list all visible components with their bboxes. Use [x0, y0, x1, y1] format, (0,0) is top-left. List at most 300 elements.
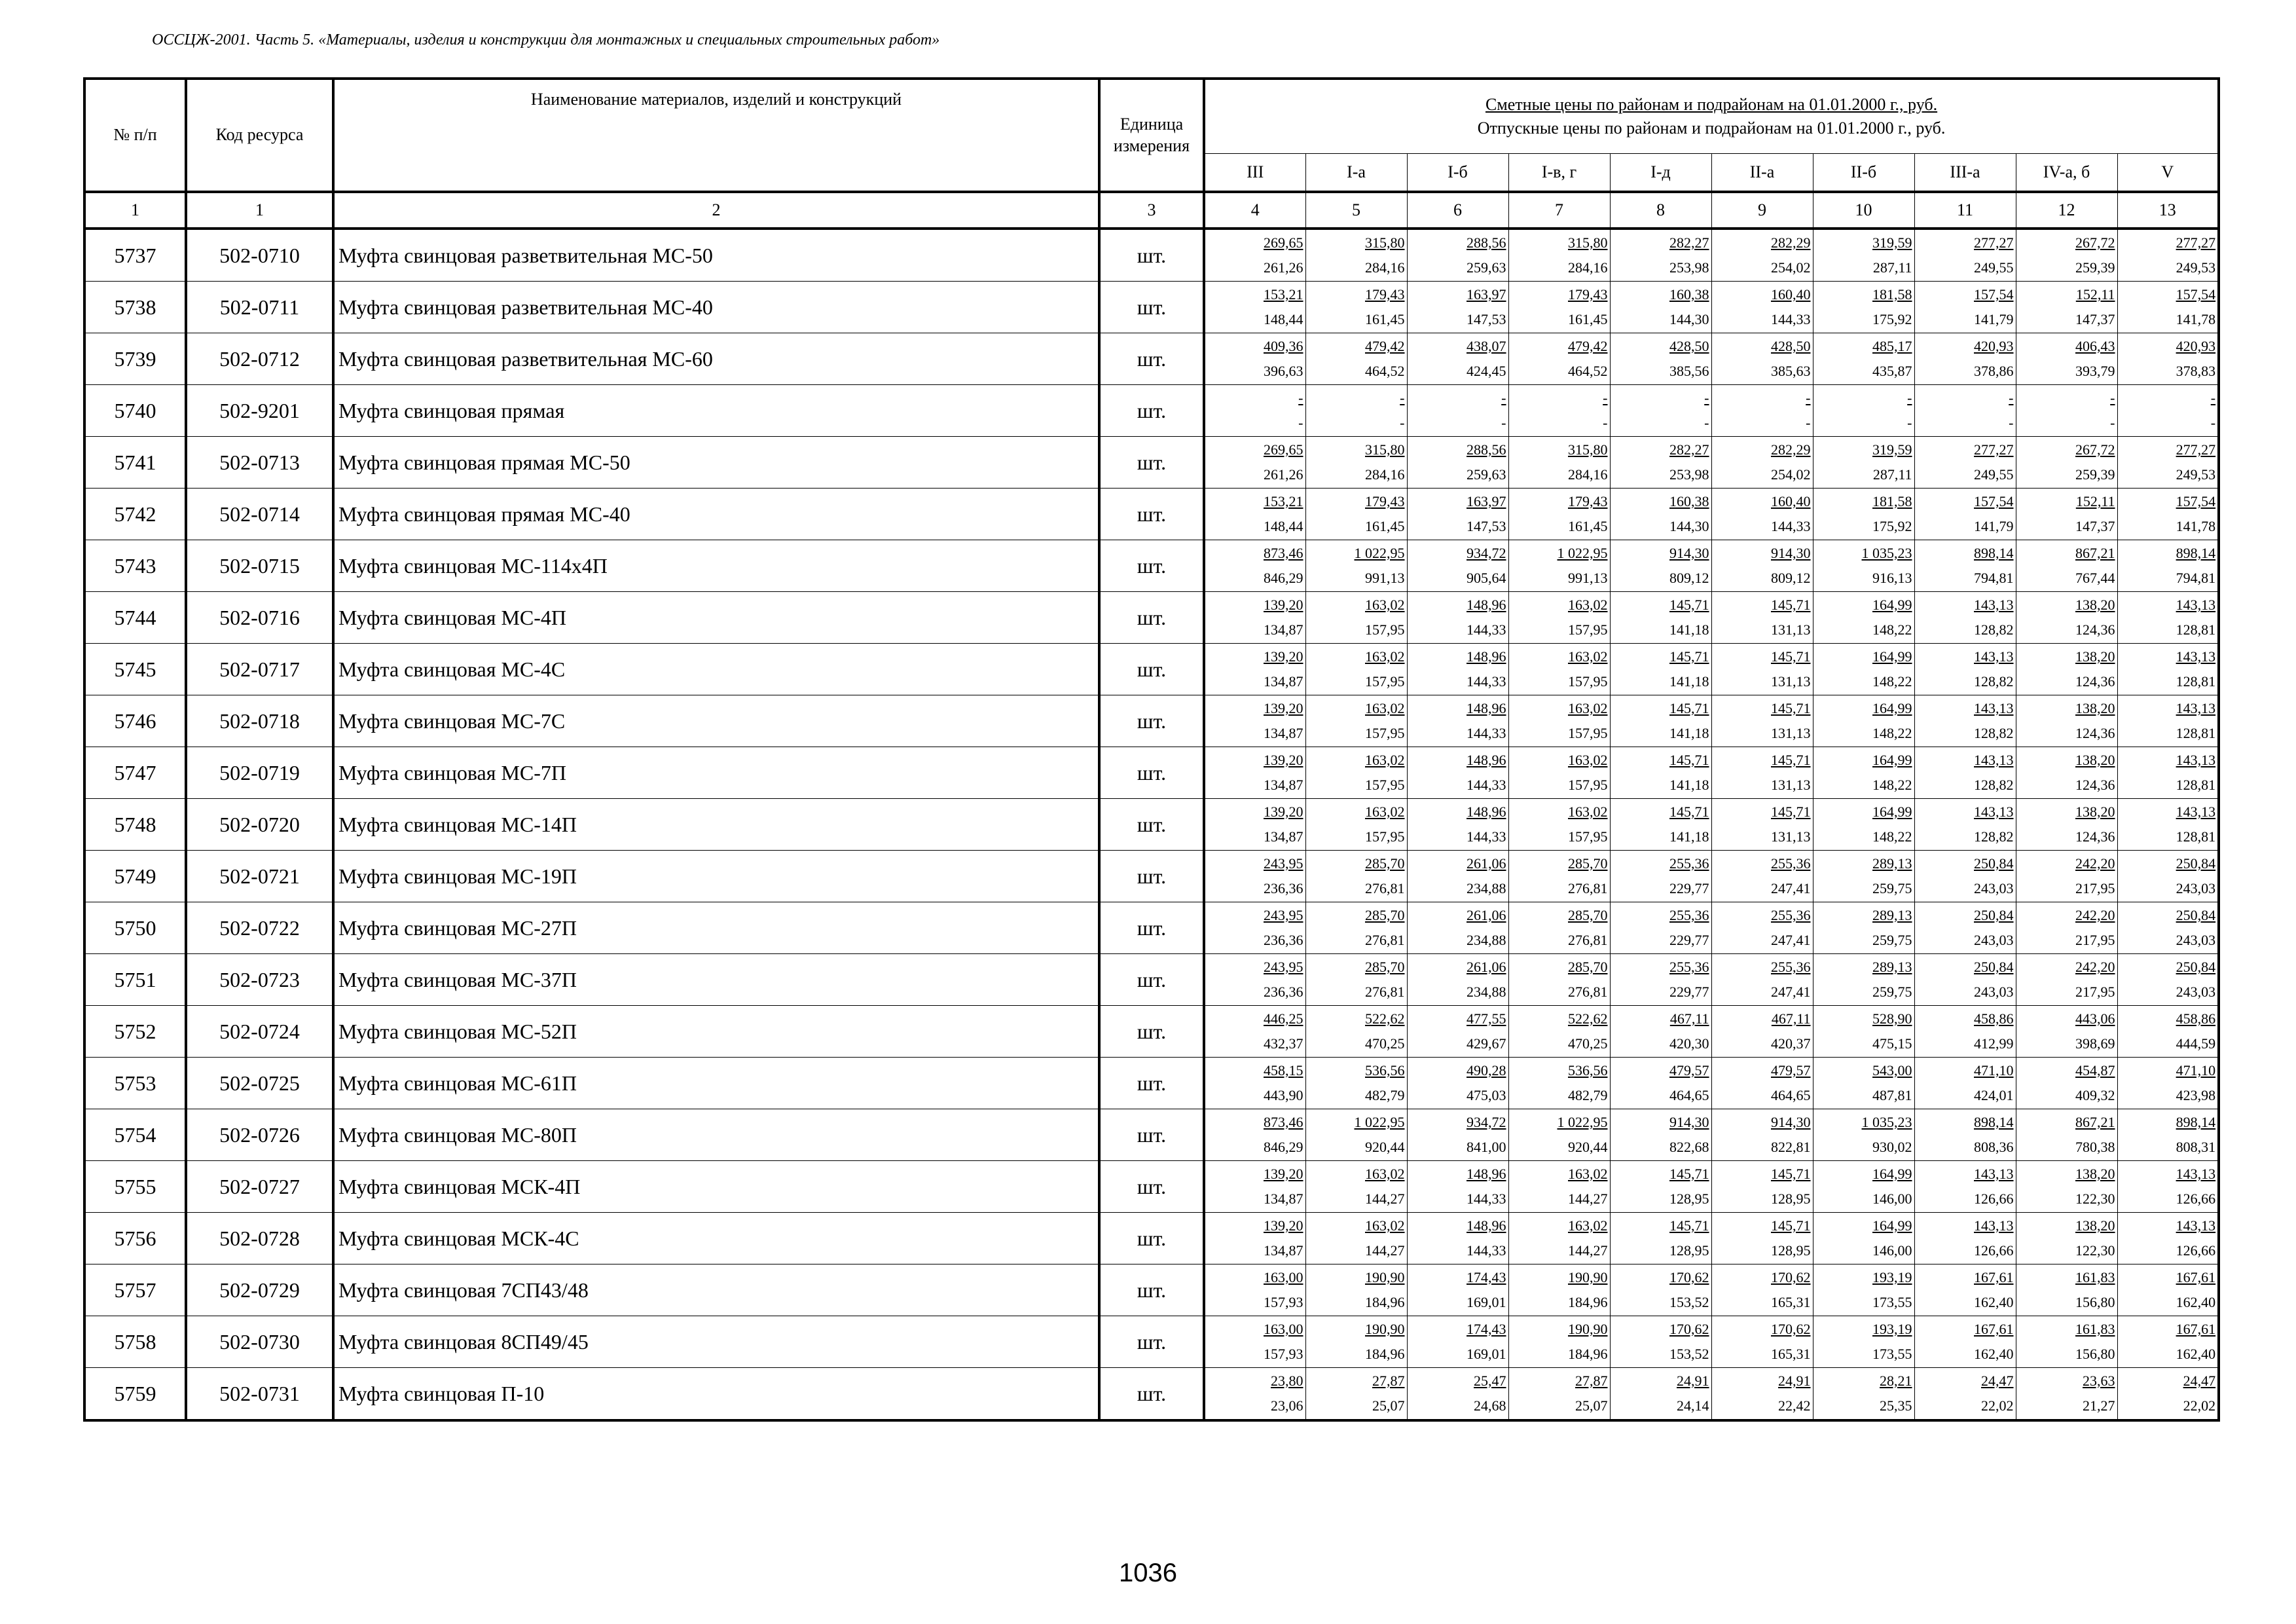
- price-cell: [1711, 592, 1813, 644]
- table-row: [84, 333, 2219, 385]
- estimated-price: 163,02: [1365, 700, 1405, 716]
- price-pair: [1611, 801, 1711, 848]
- price-pair: [1509, 853, 1610, 900]
- price-pair: [2118, 387, 2218, 434]
- release-price: 161,45: [1568, 518, 1608, 534]
- release-price: 144,30: [1669, 518, 1709, 534]
- estimated-price: 167,61: [1974, 1321, 2014, 1337]
- price-cell: [1610, 1264, 1711, 1316]
- estimated-price: 269,65: [1264, 441, 1303, 458]
- item-name: Муфта свинцовая МС-14П: [333, 799, 1099, 851]
- price-cell: [1508, 385, 1610, 437]
- price-cell: [2117, 540, 2219, 592]
- table-row: [84, 695, 2219, 747]
- price-cell: [1305, 1316, 1407, 1368]
- release-price: 249,55: [1974, 466, 2014, 483]
- estimated-price: 536,56: [1568, 1062, 1608, 1079]
- price-pair: [1712, 284, 1813, 331]
- price-cell: [1305, 1264, 1407, 1316]
- price-pair: [1915, 542, 2016, 589]
- price-cell: [1204, 747, 1305, 799]
- price-pair: [1712, 335, 1813, 382]
- price-pair: [1205, 1111, 1305, 1158]
- estimated-price: 250,84: [2176, 855, 2216, 872]
- estimated-price: 143,13: [2176, 752, 2216, 768]
- price-pair: [1915, 439, 2016, 486]
- price-cell: [2117, 851, 2219, 902]
- price-cell: [2117, 954, 2219, 1006]
- price-pair: [1915, 387, 2016, 434]
- release-price: 128,95: [1669, 1190, 1709, 1207]
- unit: шт.: [1099, 282, 1204, 333]
- price-cell: [1711, 1161, 1813, 1213]
- estimated-price: 288,56: [1467, 441, 1506, 458]
- price-pair: [2118, 1111, 2218, 1158]
- release-price: 276,81: [1365, 932, 1405, 948]
- price-pair: [2016, 1318, 2117, 1365]
- release-price: 157,95: [1365, 673, 1405, 690]
- price-cell: [1610, 385, 1711, 437]
- price-cell: [1610, 1161, 1711, 1213]
- header-row-titles: [84, 79, 2219, 154]
- release-price: 475,15: [1872, 1035, 1912, 1052]
- price-cell: [1508, 695, 1610, 747]
- price-pair: [1915, 1215, 2016, 1262]
- row-number: 5737: [84, 229, 186, 282]
- release-price: 144,33: [1467, 673, 1506, 690]
- estimated-price: 277,27: [1974, 234, 2014, 251]
- estimated-price: 23,80: [1271, 1373, 1303, 1389]
- price-pair: [1611, 232, 1711, 279]
- release-price: 991,13: [1365, 570, 1405, 586]
- price-pair: [1306, 335, 1407, 382]
- table-row: [84, 1161, 2219, 1213]
- table-row: [84, 1264, 2219, 1316]
- estimated-price: 267,72: [2075, 234, 2115, 251]
- release-price: 156,80: [2075, 1294, 2115, 1310]
- estimated-price: 163,02: [1568, 803, 1608, 820]
- price-pair: [1813, 1060, 1914, 1107]
- estimated-price: 164,99: [1872, 803, 1912, 820]
- price-pair: [1611, 335, 1711, 382]
- row-number: 5759: [84, 1368, 186, 1421]
- price-pair: [1509, 1060, 1610, 1107]
- estimated-price: 27,87: [1575, 1373, 1608, 1389]
- price-pair: [1813, 439, 1914, 486]
- price-cell: [1508, 592, 1610, 644]
- price-cell: [1407, 1109, 1508, 1161]
- estimated-price: 285,70: [1568, 907, 1608, 923]
- price-pair: [1306, 646, 1407, 693]
- price-pair: [2016, 387, 2117, 434]
- estimated-price: 170,62: [1771, 1321, 1811, 1337]
- price-cell: [1204, 282, 1305, 333]
- price-cell: [1508, 644, 1610, 695]
- price-cell: [1204, 540, 1305, 592]
- estimated-price: 24,47: [2183, 1373, 2216, 1389]
- item-name: Муфта свинцовая разветвительная МС-40: [333, 282, 1099, 333]
- release-price: 157,95: [1568, 673, 1608, 690]
- price-cell: [1204, 1368, 1305, 1421]
- price-cell: [2016, 1161, 2117, 1213]
- price-cell: [1407, 1264, 1508, 1316]
- price-pair: [1205, 749, 1305, 796]
- price-cell: [1610, 1109, 1711, 1161]
- release-price: 287,11: [1872, 466, 1912, 483]
- estimated-price: 319,59: [1872, 234, 1912, 251]
- item-name: Муфта свинцовая разветвительная МС-60: [333, 333, 1099, 385]
- price-cell: [2117, 1316, 2219, 1368]
- column-number: 9: [1711, 192, 1813, 229]
- unit: шт.: [1099, 1264, 1204, 1316]
- release-price: 161,45: [1568, 311, 1608, 327]
- estimated-price: 282,29: [1771, 441, 1811, 458]
- price-pair: [1408, 387, 1508, 434]
- price-cell: [2117, 489, 2219, 540]
- release-price: 25,07: [1575, 1397, 1608, 1414]
- estimated-price: 471,10: [2176, 1062, 2216, 1079]
- release-price: 808,36: [1974, 1139, 2014, 1155]
- column-number: 6: [1407, 192, 1508, 229]
- release-price: 254,02: [1771, 259, 1811, 276]
- price-pair: [1205, 1060, 1305, 1107]
- price-cell: [1813, 747, 1914, 799]
- release-price: 157,95: [1365, 621, 1405, 638]
- release-price: 128,82: [1974, 673, 2014, 690]
- estimated-price: 163,02: [1365, 597, 1405, 613]
- price-pair: [1306, 1370, 1407, 1417]
- release-price: 141,79: [1974, 311, 2014, 327]
- release-price: 385,56: [1669, 363, 1709, 379]
- release-price: 162,40: [1974, 1294, 2014, 1310]
- unit: шт.: [1099, 1368, 1204, 1421]
- estimated-price: 289,13: [1872, 959, 1912, 975]
- release-price: 284,16: [1568, 259, 1608, 276]
- price-pair: [1205, 801, 1305, 848]
- header-unit: Единица измерения: [1099, 79, 1204, 192]
- price-cell: [2117, 1109, 2219, 1161]
- header-estimated-prices: Сметные цены по районам и подрайонам на 01.01.2000 г., руб.: [1485, 95, 1938, 114]
- release-price: 243,03: [1974, 984, 2014, 1000]
- price-pair: [2118, 904, 2218, 951]
- resource-code: 502-0726: [186, 1109, 333, 1161]
- price-cell: [1914, 902, 2016, 954]
- price-pair: [2016, 490, 2117, 538]
- price-cell: [2117, 1161, 2219, 1213]
- price-pair: [2016, 542, 2117, 589]
- estimated-price: 24,91: [1677, 1373, 1709, 1389]
- release-price: 378,83: [2176, 363, 2216, 379]
- price-cell: [1508, 902, 1610, 954]
- estimated-price: 428,50: [1771, 338, 1811, 354]
- resource-code: 502-0722: [186, 902, 333, 954]
- release-price: 162,40: [1974, 1346, 2014, 1362]
- estimated-price: 138,20: [2075, 1217, 2115, 1234]
- release-price: 780,38: [2075, 1139, 2115, 1155]
- release-price: 229,77: [1669, 880, 1709, 896]
- release-price: 128,95: [1771, 1242, 1811, 1259]
- row-number: 5749: [84, 851, 186, 902]
- estimated-price: 1 022,95: [1557, 545, 1608, 561]
- price-pair: [1813, 697, 1914, 745]
- price-cell: [2016, 592, 2117, 644]
- row-number: 5747: [84, 747, 186, 799]
- unit: шт.: [1099, 489, 1204, 540]
- price-cell: [1407, 902, 1508, 954]
- release-price: 217,95: [2075, 932, 2115, 948]
- price-cell: [1711, 1006, 1813, 1058]
- resource-code: 502-0725: [186, 1058, 333, 1109]
- estimated-price: 138,20: [2075, 803, 2115, 820]
- estimated-price: 143,13: [1974, 648, 2014, 665]
- price-cell: [2016, 282, 2117, 333]
- release-price: 378,86: [1974, 363, 2014, 379]
- release-price: 21,27: [2083, 1397, 2115, 1414]
- price-pair: [1408, 439, 1508, 486]
- estimated-price: 528,90: [1872, 1010, 1912, 1027]
- estimated-price: 163,02: [1568, 700, 1608, 716]
- price-pair: [1205, 1266, 1305, 1314]
- estimated-price: 145,71: [1669, 648, 1709, 665]
- price-cell: [1610, 1316, 1711, 1368]
- row-number: 5738: [84, 282, 186, 333]
- table-row: [84, 1109, 2219, 1161]
- resource-code: 502-0716: [186, 592, 333, 644]
- price-cell: [1204, 229, 1305, 282]
- price-cell: [1813, 1109, 1914, 1161]
- estimated-price: 1 022,95: [1557, 1114, 1608, 1130]
- release-price: 157,95: [1568, 621, 1608, 638]
- estimated-price: 139,20: [1264, 752, 1303, 768]
- release-price: 23,06: [1271, 1397, 1303, 1414]
- price-cell: [1407, 592, 1508, 644]
- estimated-price: 167,61: [2176, 1321, 2216, 1337]
- price-pair: [2016, 335, 2117, 382]
- price-table: [83, 77, 2220, 1422]
- price-pair: [1408, 749, 1508, 796]
- price-cell: [1813, 1213, 1914, 1264]
- price-cell: [2117, 1213, 2219, 1264]
- price-cell: [1305, 229, 1407, 282]
- estimated-price: 148,96: [1467, 1217, 1506, 1234]
- estimated-price: 163,02: [1568, 1217, 1608, 1234]
- release-price: -: [2009, 415, 2014, 431]
- estimated-price: 139,20: [1264, 597, 1303, 613]
- estimated-price: 143,13: [1974, 1217, 2014, 1234]
- release-price: 157,93: [1264, 1294, 1303, 1310]
- column-number: 11: [1914, 192, 2016, 229]
- price-pair: [1611, 646, 1711, 693]
- price-pair: [1509, 1111, 1610, 1158]
- release-price: 124,36: [2075, 673, 2115, 690]
- release-price: 141,78: [2176, 311, 2216, 327]
- price-pair: [1509, 594, 1610, 641]
- estimated-price: 152,11: [2075, 286, 2115, 303]
- price-pair: [1611, 904, 1711, 951]
- header-region: III: [1204, 154, 1305, 193]
- resource-code: 502-0710: [186, 229, 333, 282]
- resource-code: 502-0731: [186, 1368, 333, 1421]
- row-number: 5743: [84, 540, 186, 592]
- estimated-price: 164,99: [1872, 1217, 1912, 1234]
- price-cell: [1610, 1058, 1711, 1109]
- price-pair: [1205, 853, 1305, 900]
- price-cell: [2016, 1058, 2117, 1109]
- release-price: 22,02: [2183, 1397, 2216, 1414]
- row-number: 5752: [84, 1006, 186, 1058]
- release-price: 134,87: [1264, 1190, 1303, 1207]
- release-price: 141,79: [1974, 518, 2014, 534]
- price-cell: [1305, 695, 1407, 747]
- release-price: 254,02: [1771, 466, 1811, 483]
- price-cell: [1204, 592, 1305, 644]
- release-price: 412,99: [1974, 1035, 2014, 1052]
- price-pair: [1611, 1215, 1711, 1262]
- price-pair: [1915, 284, 2016, 331]
- price-pair: [1205, 956, 1305, 1003]
- price-cell: [1508, 1264, 1610, 1316]
- header-region: I-в, г: [1508, 154, 1610, 193]
- release-price: 161,45: [1365, 311, 1405, 327]
- release-price: 124,36: [2075, 777, 2115, 793]
- price-pair: [1915, 697, 2016, 745]
- release-price: 276,81: [1365, 984, 1405, 1000]
- estimated-price: 536,56: [1365, 1062, 1405, 1079]
- price-pair: [1813, 335, 1914, 382]
- price-cell: [1204, 437, 1305, 489]
- row-number: 5758: [84, 1316, 186, 1368]
- unit: шт.: [1099, 1316, 1204, 1368]
- estimated-price: 543,00: [1872, 1062, 1912, 1079]
- estimated-price: 145,71: [1669, 752, 1709, 768]
- price-cell: [1610, 1368, 1711, 1421]
- price-cell: [1610, 333, 1711, 385]
- estimated-price: 243,95: [1264, 907, 1303, 923]
- table-row: [84, 799, 2219, 851]
- price-cell: [1305, 954, 1407, 1006]
- price-pair: [2016, 1266, 2117, 1314]
- estimated-price: 163,02: [1568, 648, 1608, 665]
- estimated-price: 242,20: [2075, 907, 2115, 923]
- price-cell: [1407, 695, 1508, 747]
- estimated-price: 167,61: [1974, 1269, 2014, 1285]
- price-pair: [1611, 1008, 1711, 1055]
- release-price: 249,55: [1974, 259, 2014, 276]
- release-price: 122,30: [2075, 1190, 2115, 1207]
- unit: шт.: [1099, 1006, 1204, 1058]
- price-pair: [2118, 232, 2218, 279]
- price-pair: [1205, 1370, 1305, 1417]
- price-pair: [1712, 1318, 1813, 1365]
- estimated-price: 139,20: [1264, 700, 1303, 716]
- estimated-price: -: [1603, 390, 1608, 406]
- price-cell: [1914, 489, 2016, 540]
- release-price: 846,29: [1264, 570, 1303, 586]
- release-price: 444,59: [2176, 1035, 2216, 1052]
- header-region: III-а: [1914, 154, 2016, 193]
- release-price: 184,96: [1365, 1294, 1405, 1310]
- estimated-price: 143,13: [2176, 648, 2216, 665]
- release-price: 141,18: [1669, 621, 1709, 638]
- item-name: Муфта свинцовая 7СП43/48: [333, 1264, 1099, 1316]
- release-price: 284,16: [1365, 259, 1405, 276]
- release-price: 128,82: [1974, 725, 2014, 741]
- price-cell: [1813, 437, 1914, 489]
- price-pair: [1509, 646, 1610, 693]
- estimated-price: 160,40: [1771, 286, 1811, 303]
- release-price: 385,63: [1771, 363, 1811, 379]
- item-name: Муфта свинцовая разветвительная МС-50: [333, 229, 1099, 282]
- estimated-price: 255,36: [1669, 855, 1709, 872]
- price-pair: [1813, 232, 1914, 279]
- estimated-price: 160,40: [1771, 493, 1811, 509]
- price-cell: [1711, 902, 1813, 954]
- estimated-price: 163,02: [1568, 597, 1608, 613]
- price-cell: [1407, 799, 1508, 851]
- estimated-price: 438,07: [1467, 338, 1506, 354]
- item-name: Муфта свинцовая прямая МС-40: [333, 489, 1099, 540]
- release-price: 128,82: [1974, 621, 2014, 638]
- estimated-price: -: [1501, 390, 1506, 406]
- price-pair: [1915, 1266, 2016, 1314]
- estimated-price: 443,06: [2075, 1010, 2115, 1027]
- release-price: 22,02: [1981, 1397, 2014, 1414]
- resource-code: 502-0724: [186, 1006, 333, 1058]
- release-price: 234,88: [1467, 984, 1506, 1000]
- header-region: II-а: [1711, 154, 1813, 193]
- estimated-price: 285,70: [1365, 907, 1405, 923]
- price-pair: [1306, 1060, 1407, 1107]
- release-price: 276,81: [1568, 880, 1608, 896]
- release-price: 424,45: [1467, 363, 1506, 379]
- price-pair: [1408, 646, 1508, 693]
- price-cell: [1914, 333, 2016, 385]
- price-pair: [2118, 1318, 2218, 1365]
- release-price: 147,37: [2075, 311, 2115, 327]
- price-pair: [1915, 594, 2016, 641]
- price-pair: [2118, 1060, 2218, 1107]
- price-cell: [1711, 1316, 1813, 1368]
- release-price: 128,81: [2176, 725, 2216, 741]
- price-cell: [1204, 644, 1305, 695]
- release-price: 141,78: [2176, 518, 2216, 534]
- price-cell: [2016, 644, 2117, 695]
- price-cell: [1508, 437, 1610, 489]
- price-cell: [1508, 229, 1610, 282]
- price-pair: [2016, 646, 2117, 693]
- unit: шт.: [1099, 799, 1204, 851]
- price-cell: [1508, 1058, 1610, 1109]
- release-price: 144,33: [1771, 518, 1811, 534]
- estimated-price: 143,13: [1974, 597, 2014, 613]
- unit: шт.: [1099, 902, 1204, 954]
- release-price: 144,33: [1467, 621, 1506, 638]
- price-pair: [1813, 646, 1914, 693]
- resource-code: 502-0721: [186, 851, 333, 902]
- estimated-price: 190,90: [1568, 1269, 1608, 1285]
- estimated-price: 458,86: [2176, 1010, 2216, 1027]
- price-cell: [1407, 385, 1508, 437]
- estimated-price: 25,47: [1474, 1373, 1506, 1389]
- price-pair: [2118, 749, 2218, 796]
- release-price: 157,95: [1365, 725, 1405, 741]
- price-cell: [1305, 489, 1407, 540]
- estimated-price: 285,70: [1568, 959, 1608, 975]
- estimated-price: 250,84: [2176, 907, 2216, 923]
- release-price: 247,41: [1771, 984, 1811, 1000]
- estimated-price: 138,20: [2075, 648, 2115, 665]
- price-pair: [1712, 1370, 1813, 1417]
